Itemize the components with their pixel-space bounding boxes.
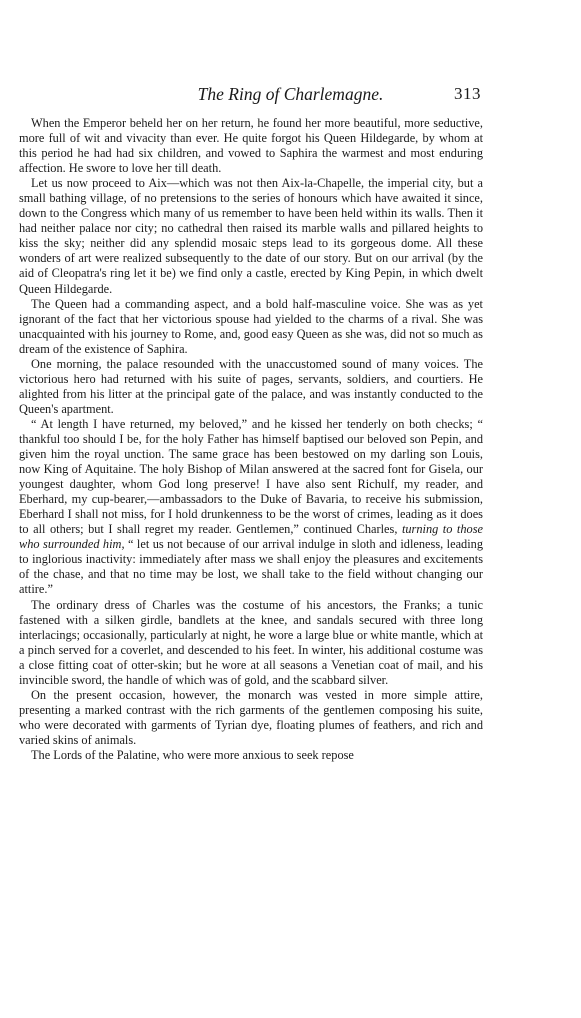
running-head bbox=[0, 84, 581, 108]
paragraph bbox=[19, 357, 483, 417]
text-run: “ let us not because of our arrival indulge in sloth and idleness, leading to inglorious inactivity: immediately after mass we shall enjoy the pleasures and excitements of the chase, and that no time may be lost, we shall take to the field without changing our attire.” bbox=[19, 537, 483, 597]
text-run: “ At length I have returned, my beloved,” and he kissed her tenderly on both checks; “ thankful too should I be, for the holy Father has himself baptised our beloved son Pepin, and given him the royal unction. The same grace has been bestowed on my darling son Louis, now King of Aquitaine. The holy Bishop of Milan answered at the sacred font for Gisela, our youngest daughter, whom God long preserve! I have also sent Richulf, my reader, and Eberhard, my cup-bearer,—ambassadors to the Duke of Bavaria, to receive his submission, Eberhard I shall not miss, for I hold drunkenness to be the worst of crimes, leading as it does to all others; but I shall regret my reader. Gentlemen,” continued Charles, bbox=[19, 416, 483, 537]
chapter-title: The Ring of Charlemagne. bbox=[197, 84, 384, 104]
paragraph bbox=[19, 598, 483, 688]
text-run: One morning, the palace resounded with the unaccustomed sound of many voices. The victorious hero had returned with his suite of pages, servants, soldiers, and courtiers. He alighted from his litter at the principal gate of the palace, and was instantly conducted to the Queen's apartment. bbox=[19, 356, 483, 416]
paragraph bbox=[19, 417, 483, 598]
paragraph bbox=[19, 176, 483, 296]
text-run: When the Emperor beheld her on her return, he found her more beautiful, more seductive, more full of wit and vivacity than ever. He quite forgot his Queen Hildegarde, by whom at this period he had had six children, and vowed to Saphira the warmest and most enduring affection. He swore to love her till death. bbox=[19, 116, 483, 176]
paragraph bbox=[19, 748, 483, 763]
page-number: 313 bbox=[454, 84, 481, 103]
text-run: The Queen had a commanding aspect, and a bold half-masculine voice. She was as yet ignorant of the fact that her victorious spouse had yielded to the charms of a rival. She was unacquainted with his journey to Rome, and, good easy Queen as she was, did not so much as dream of the existence of Saphira. bbox=[19, 296, 483, 356]
paragraph bbox=[19, 297, 483, 357]
text-run: Let us now proceed to Aix—which was not then Aix-la-Chapelle, the imperial city, but a small bathing village, of no pretensions to the series of honours which have awaited it since, down to the Congress which many of us remember to have been held within its walls. Then it had neither palace nor city; no cathedral then raised its marble walls and pillared heights to kiss the sky; neither did any splendid mosaic steps lead to its gorgeous dome. All these wonders of art were realized subsequently to the date of our story. But on our arrival (by the aid of Cleopatra's ring let it be) we find only a castle, erected by King Pepin, in which dwelt Queen Hildegarde. bbox=[19, 176, 483, 296]
text-run: The ordinary dress of Charles was the costume of his ancestors, the Franks; a tunic fastened with a silken girdle, bandlets at the knee, and sandals secured with three long interlacings; occasionally, particularly at night, he wore a large blue or white mantle, which at a pinch served for a coverlet, and descended to his feet. In winter, his additional costume was a close fitting coat of otter-skin; but he wore at all seasons a Venetian coat of mail, and his invincible sword, the handle of which was of gold, and the scabbard silver. bbox=[19, 597, 483, 687]
italic-run: turning to those who surrounded him, bbox=[19, 522, 483, 552]
body-text bbox=[19, 116, 483, 763]
text-run: On the present occasion, however, the monarch was vested in more simple attire, presenting a marked contrast with the rich garments of the gentlemen composing his suite, who were decorated with garments of Tyrian dye, floating plumes of feathers, and rich and varied skins of animals. bbox=[19, 687, 483, 747]
paragraph bbox=[19, 116, 483, 176]
text-run: The Lords of the Palatine, who were more anxious to seek repose bbox=[31, 747, 354, 762]
paragraph bbox=[19, 688, 483, 748]
